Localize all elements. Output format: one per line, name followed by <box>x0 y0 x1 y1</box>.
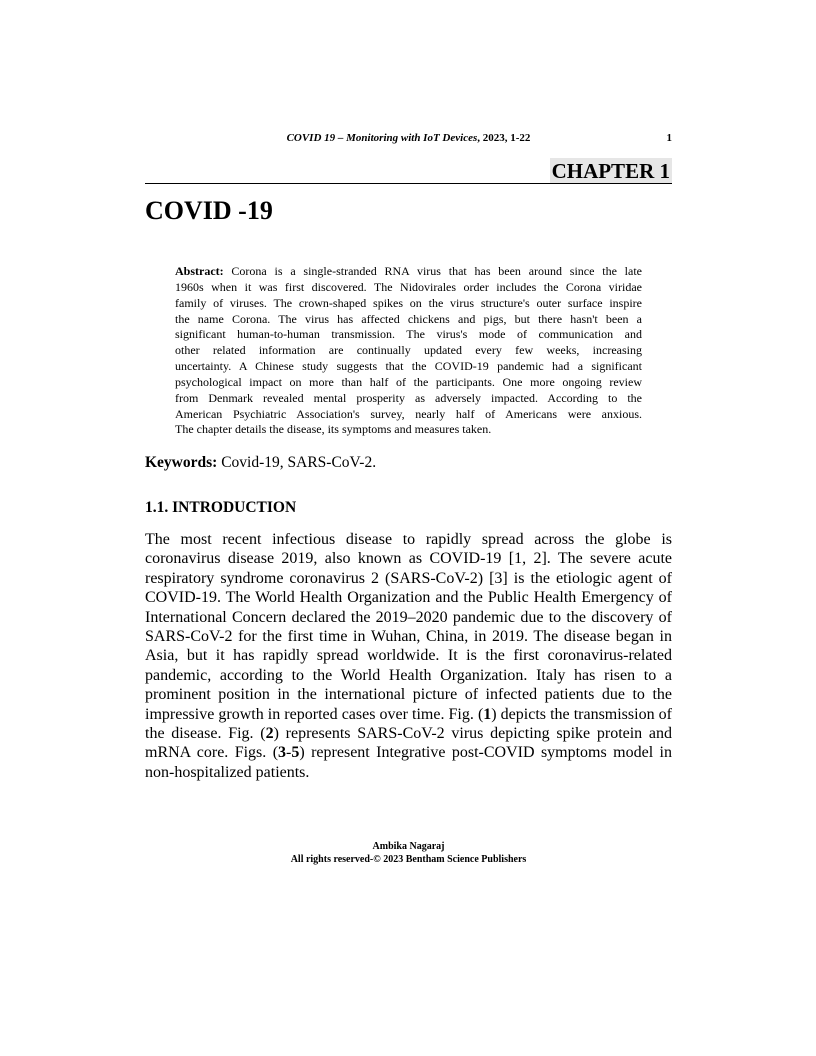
intro-line: coronavirus disease 2019, also known as COVID-19 [1, 2]. The severe acute <box>145 550 672 568</box>
intro-line: Asia, but it has rapidly spread worldwide. It is the first coronavirus-related <box>145 647 672 665</box>
book-details: , 2023, 1-22 <box>477 132 531 144</box>
section-heading: 1.1. INTRODUCTION <box>145 499 297 516</box>
abstract-line: The chapter details the disease, its symptoms and measures taken. <box>175 422 492 437</box>
abstract-line <box>175 264 642 280</box>
introduction-paragraph <box>145 530 672 782</box>
intro-line: pandemic, according to the World Health Organization. Italy has risen to a <box>145 666 672 684</box>
intro-line: the disease. Fig. (2) represents SARS-CoV-2 virus depicting spike protein and <box>145 725 673 743</box>
page-number: 1 <box>666 132 672 144</box>
intro-line: impressive growth in reported cases over time. Fig. (1) depicts the transmission of <box>145 705 672 723</box>
footer <box>145 840 672 866</box>
chapter-label: CHAPTER 1 <box>551 159 670 183</box>
intro-line: SARS-CoV-2 for the first time in Wuhan, China, in 2019. The disease began in <box>145 628 672 646</box>
abstract-line: uncertainty. A Chinese study suggests that the COVID-19 pandemic had a significant <box>175 359 642 374</box>
keywords-value: Covid-19, SARS-CoV-2. <box>217 454 377 471</box>
abstract-line: psychological impact on more than half of the participants. One more ongoing review <box>175 374 642 389</box>
intro-line: non-hospitalized patients. <box>145 763 310 781</box>
intro-line: respiratory syndrome coronavirus 2 (SARS-CoV-2) [3] is the etiologic agent of <box>145 569 672 587</box>
abstract-text: Corona is a single-stranded RNA virus that has been around since the late <box>223 264 642 278</box>
abstract-label: Abstract: <box>175 264 224 278</box>
intro-line: COVID-19. The World Health Organization and the Public Health Emergency of <box>145 589 672 607</box>
abstract <box>175 264 642 438</box>
intro-line: prominent position in the international picture of infected patients due to the <box>145 686 672 704</box>
abstract-line: other related information are continually updated every few weeks, increasing <box>175 343 642 358</box>
keywords <box>145 454 376 472</box>
abstract-line: the name Corona. The virus has affected chickens and pigs, but there hasn't been a <box>175 311 642 326</box>
keywords-label: Keywords: <box>145 454 218 471</box>
abstract-line: family of viruses. The crown-shaped spikes on the virus structure's outer surface inspire <box>175 295 642 310</box>
abstract-line: from Denmark revealed mental prosperity as adversely impacted. According to the <box>175 390 642 405</box>
header-rule <box>145 183 672 184</box>
intro-line: International Concern declared the 2019–2020 pandemic due to the discovery of <box>145 608 672 626</box>
chapter-title: COVID -19 <box>145 196 273 225</box>
copyright-notice: All rights reserved-© 2023 Bentham Science Publishers <box>290 854 527 865</box>
running-header <box>145 132 672 144</box>
intro-line: mRNA core. Figs. (3-5) represent Integrative post-COVID symptoms model in <box>145 744 672 762</box>
abstract-line: significant human-to-human transmission. The virus's mode of communication and <box>175 327 642 342</box>
abstract-line: 1960s when it was first discovered. The Nidovirales order includes the Corona viridae <box>175 279 642 294</box>
abstract-line: American Psychiatric Association's survey, nearly half of Americans were anxious. <box>175 406 642 421</box>
book-title: COVID 19 – Monitoring with IoT Devices <box>286 132 478 144</box>
author-name: Ambika Nagaraj <box>372 841 445 852</box>
intro-line: The most recent infectious disease to rapidly spread across the globe is <box>145 531 672 548</box>
